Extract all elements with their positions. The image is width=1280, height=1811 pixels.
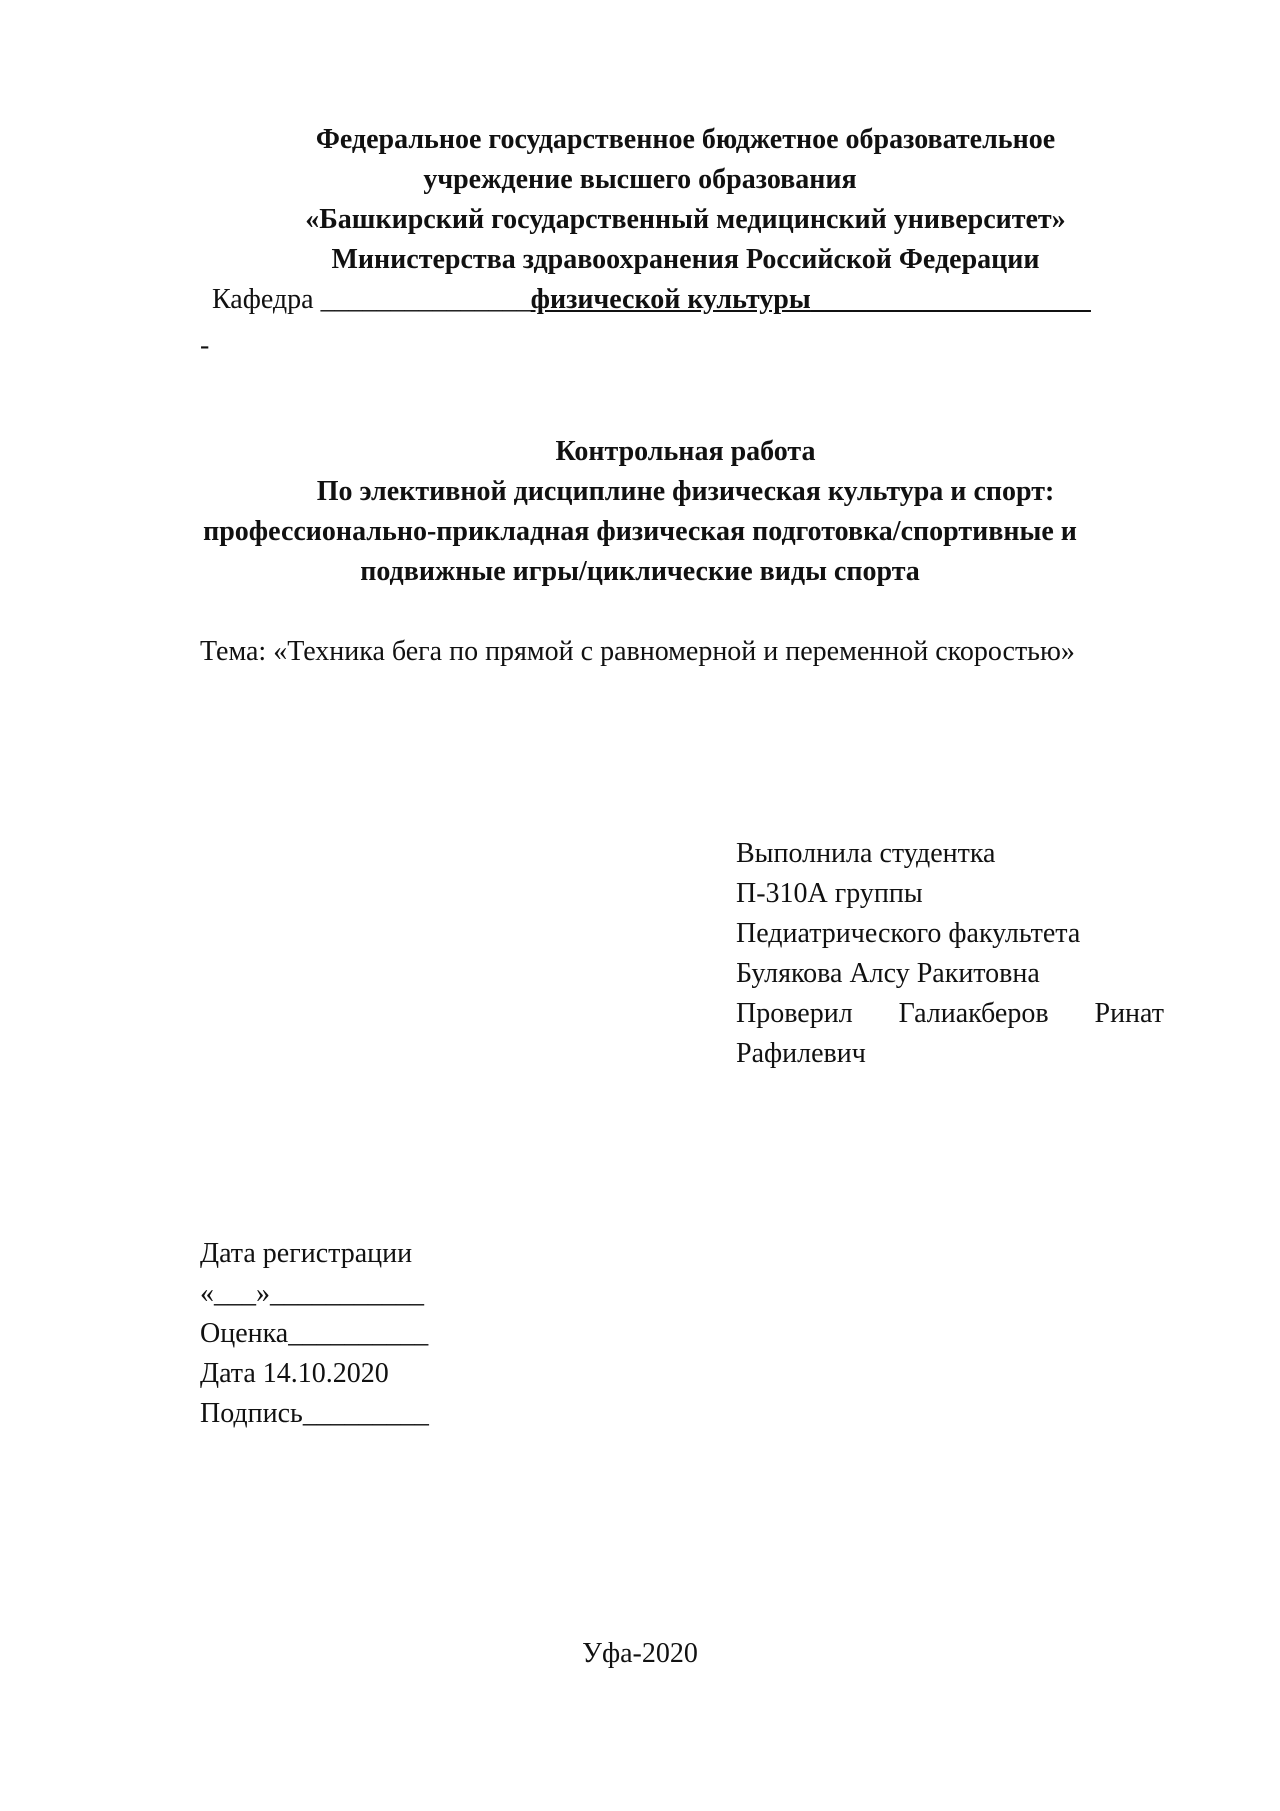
checked-by-word-3: Ринат — [1094, 998, 1164, 1029]
ministry-line: Министерства здравоохранения Российской Федерации — [331, 244, 1040, 275]
author-group: П-310А группы — [736, 878, 923, 909]
registration-date-blank: «___»___________ — [200, 1278, 424, 1309]
checked-by-word-1: Проверил — [736, 998, 853, 1029]
city-year: Уфа-2020 — [582, 1638, 698, 1669]
discipline-line-1: По элективной дисциплине физическая культура и спорт: — [316, 476, 1055, 507]
checked-by-patronymic: Рафилевич — [736, 1038, 866, 1069]
department-blank-before: _______________ — [320, 284, 531, 315]
discipline-line-2: профессионально-прикладная физическая подготовка/спортивные и — [203, 516, 1077, 547]
author-faculty: Педиатрического факультета — [736, 918, 1081, 949]
author-name: Булякова Алсу Ракитовна — [736, 958, 1040, 989]
dash-mark: - — [200, 330, 210, 361]
checked-by-line — [736, 996, 1164, 1032]
university-name: «Башкирский государственный медицинский университет» — [305, 204, 1066, 235]
checked-by-word-2: Галиакберов — [898, 998, 1049, 1029]
department-line — [212, 282, 1091, 318]
discipline-line-3: подвижные игры/циклические виды спорта — [360, 556, 920, 587]
grade-field: Оценка__________ — [200, 1318, 429, 1349]
institution-line-2: учреждение высшего образования — [423, 164, 857, 195]
signature-field: Подпись_________ — [200, 1398, 429, 1429]
document-title: Контрольная работа — [555, 436, 816, 467]
author-performed-by: Выполнила студентка — [736, 838, 996, 869]
department-label: Кафедра — [212, 284, 321, 315]
date-value: Дата 14.10.2020 — [200, 1358, 389, 1389]
department-name: физической культуры — [530, 284, 811, 315]
registration-date-label: Дата регистрации — [200, 1238, 413, 1269]
topic-line: Тема: «Техника бега по прямой с равномерной и переменной скоростью» — [200, 636, 1075, 667]
department-blank-after: ____________________ — [810, 284, 1091, 315]
institution-line-1: Федеральное государственное бюджетное образовательное — [315, 124, 1056, 155]
